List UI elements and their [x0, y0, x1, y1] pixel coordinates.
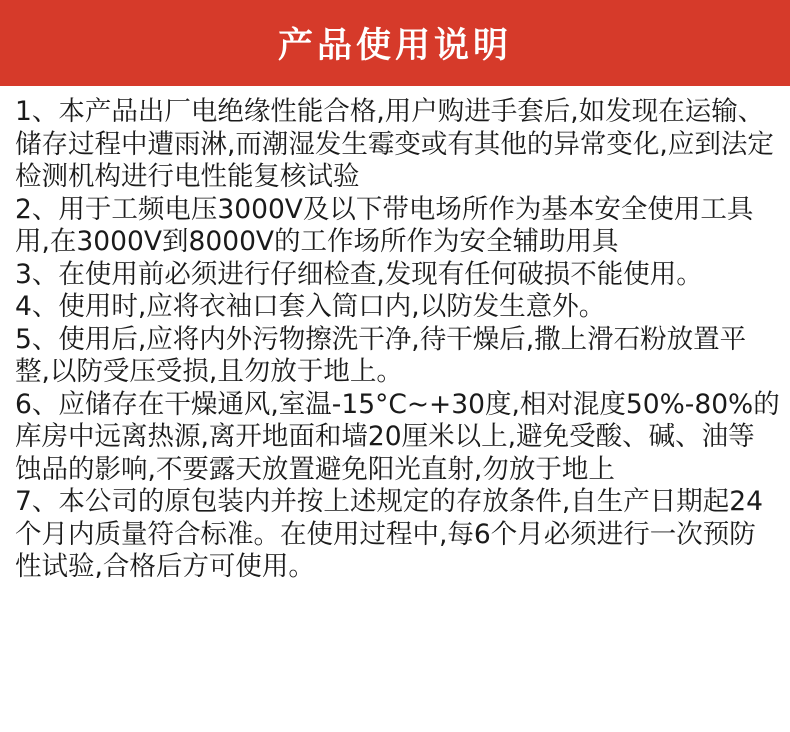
instructions-list — [0, 86, 780, 584]
instruction-item-2: 2、用于工频电压3000V及以下带电场所作为基本安全使用工具用,在3000V到8000V的工作场所作为安全辅助用具 — [15, 193, 754, 257]
instruction-item-3: 3、在使用前必须进行仔细检查,发现有任何破损不能使用。 — [15, 258, 703, 290]
instruction-item-5: 5、使用后,应将内外污物擦洗干净,待干燥后,撒上滑石粉放置平整,以防受压受损,且勿放于地上。 — [15, 323, 747, 387]
instruction-item-6: 6、应储存在干燥通风,室温-15°C~+30度,相对混度50%-80%的库房中远离热源,离开地面和墙20厘米以上,避免受酸、碱、油等蚀品的影响,不要露天放置避免阳光直射,勿放于地上 — [15, 388, 780, 485]
instruction-item-1: 1、本产品出厂电绝缘性能合格,用户购进手套后,如发现在运输、储存过程中遭雨淋,而潮湿发生霉变或有其他的异常变化,应到法定检测机构进行电性能复核试验 — [15, 96, 774, 192]
header-banner — [0, 0, 790, 86]
instruction-item-4: 4、使用时,应将衣袖口套入筒口内,以防发生意外。 — [15, 291, 606, 322]
page-title: 产品使用说明 — [277, 26, 512, 66]
instruction-item-7: 7、本公司的原包装内并按上述规定的存放条件,自生产日期起24个月内质量符合标准。在使用过程中,每6个月必须进行一次预防性试验,合格后方可使用。 — [15, 486, 764, 582]
